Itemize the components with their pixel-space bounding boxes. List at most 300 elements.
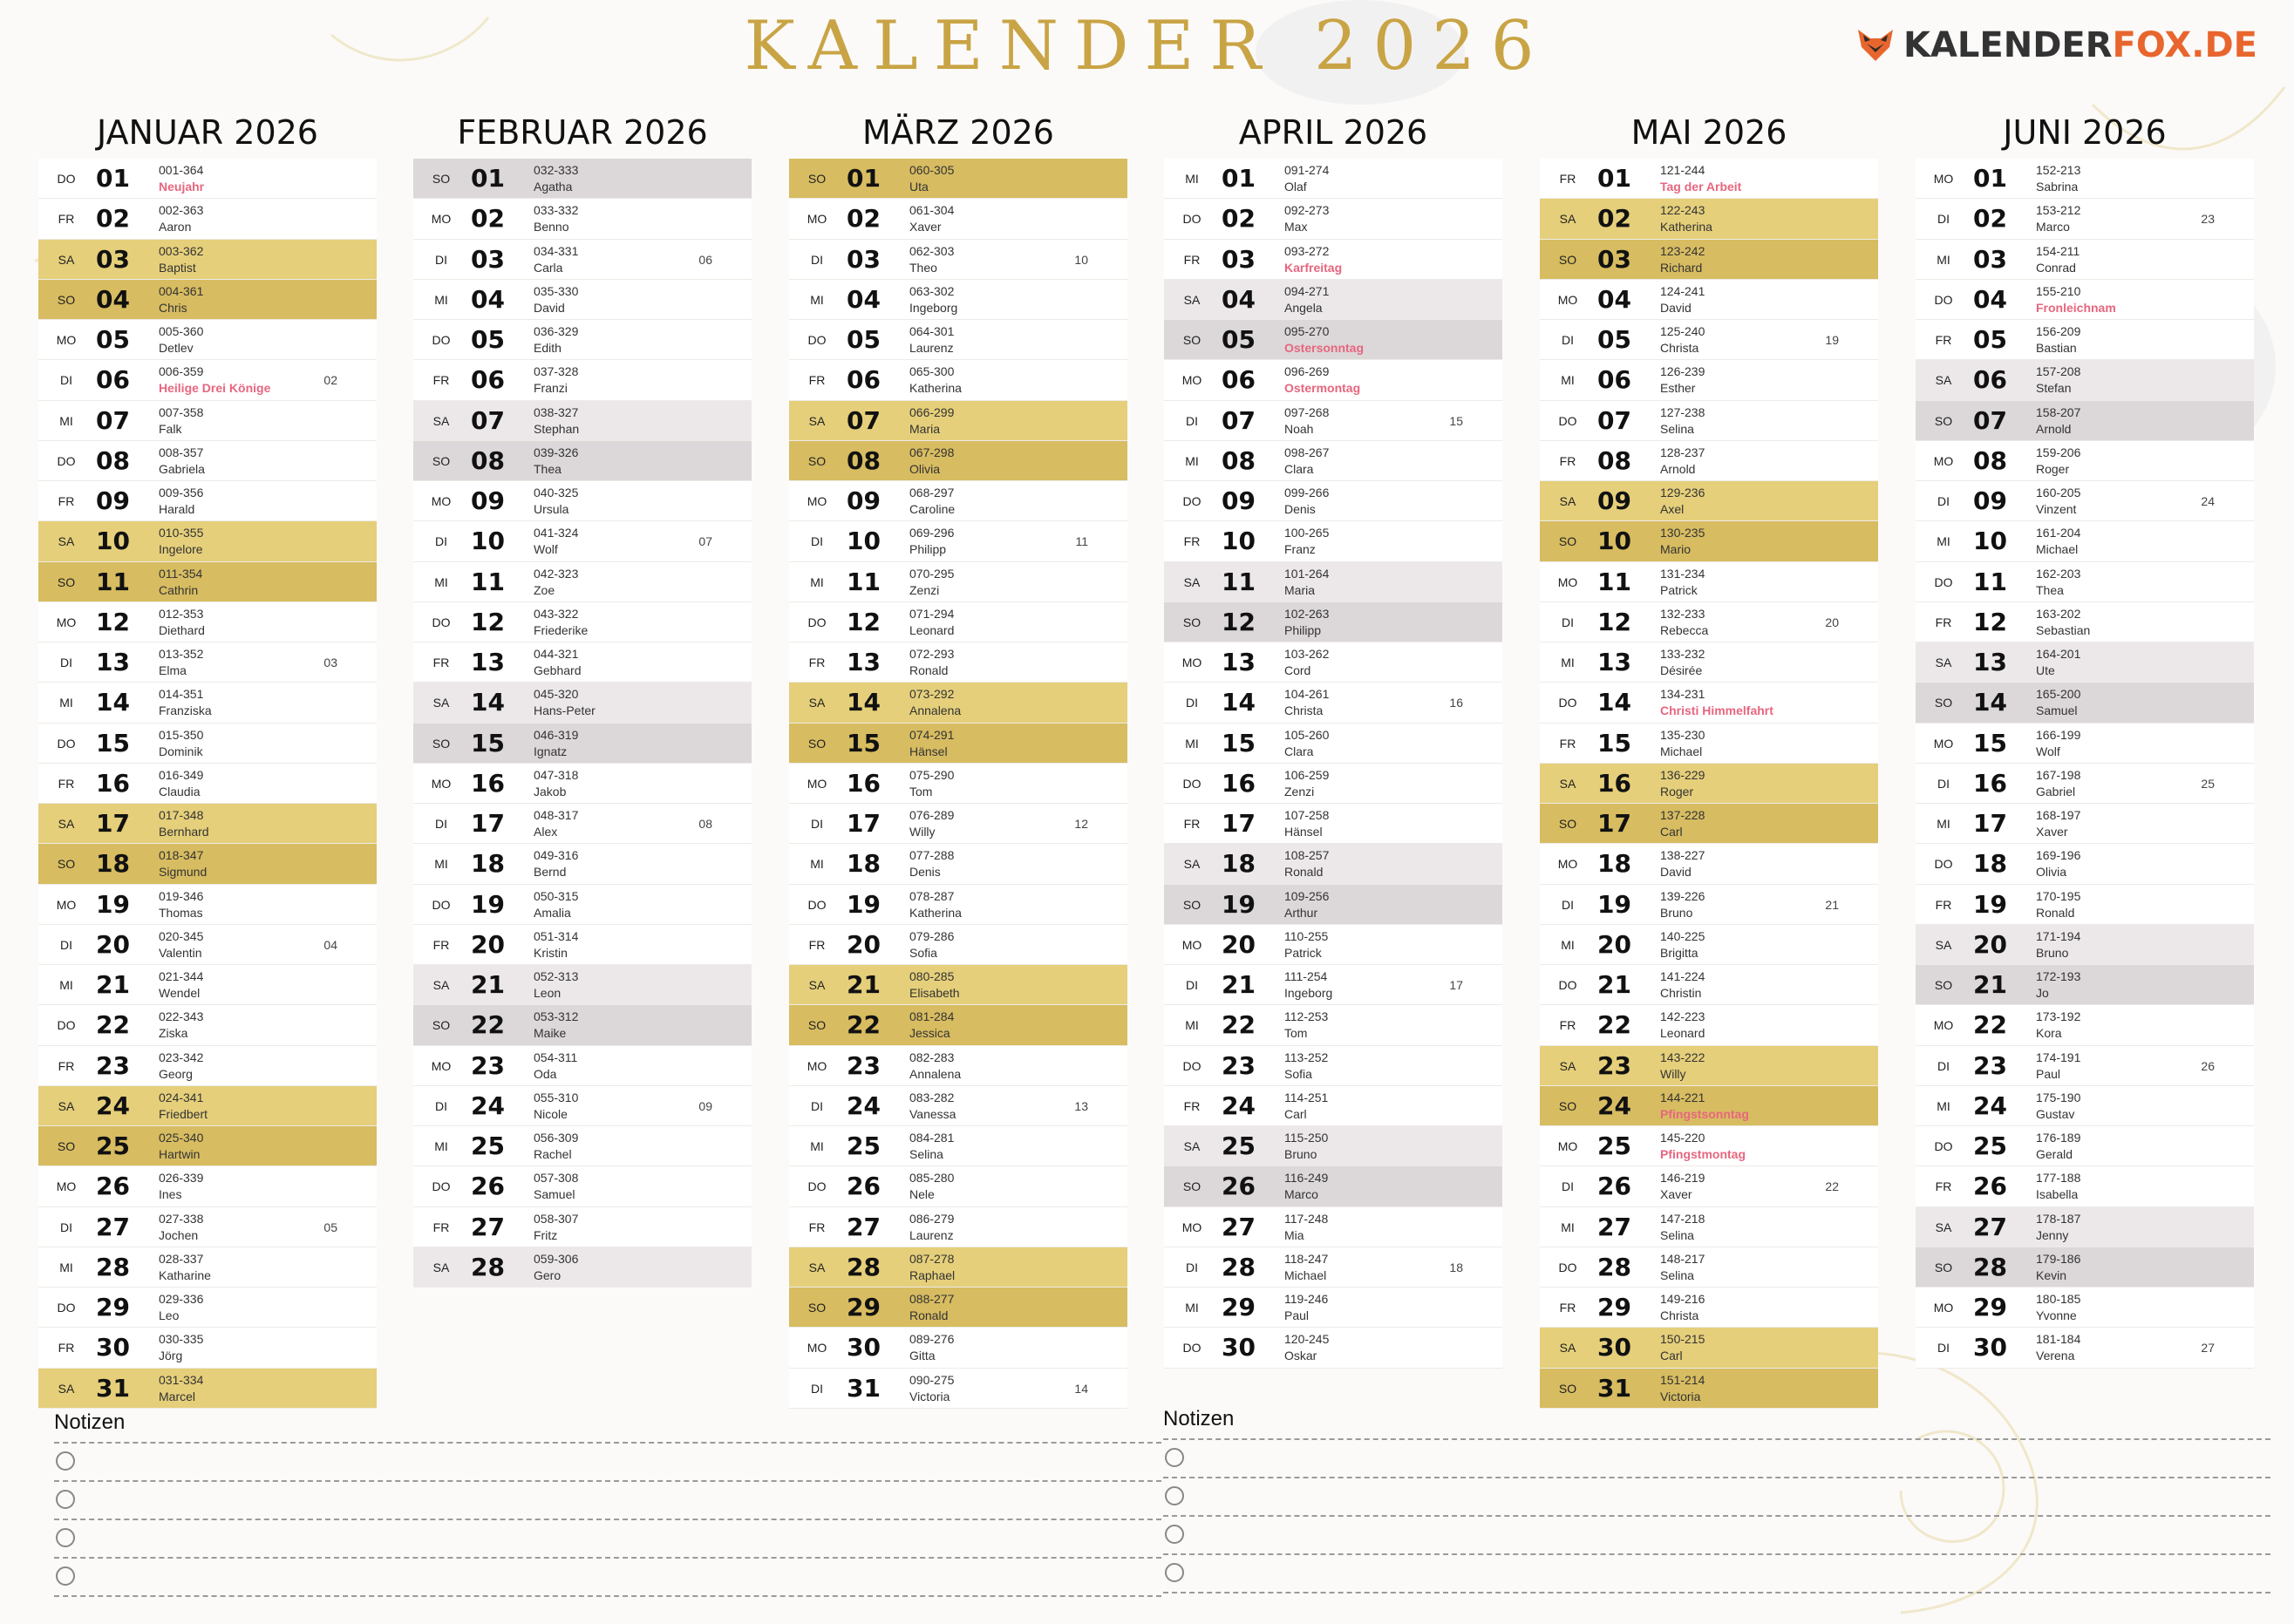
name-day: Willy [909, 825, 936, 839]
day-of-year-count: 014-351 [159, 687, 204, 702]
day-row[interactable] [38, 481, 377, 521]
day-row[interactable] [789, 683, 1127, 723]
day-row[interactable] [1164, 804, 1502, 844]
day-row[interactable] [1916, 360, 2254, 400]
day-row[interactable] [789, 562, 1127, 602]
day-row[interactable] [1164, 1166, 1502, 1206]
name-day: Harald [159, 502, 195, 516]
weekday-label: SA [58, 252, 75, 267]
day-row[interactable] [789, 1247, 1127, 1288]
name-day: Bernd [534, 865, 567, 880]
day-row[interactable] [1164, 159, 1502, 199]
day-number: 15 [1222, 728, 1256, 758]
day-row[interactable] [413, 683, 752, 723]
note-line[interactable] [54, 1595, 1161, 1599]
day-row[interactable] [1916, 764, 2254, 804]
day-row[interactable] [789, 1126, 1127, 1166]
weekday-label: MO [1557, 574, 1578, 589]
day-row[interactable] [789, 159, 1127, 199]
day-row[interactable] [38, 521, 377, 561]
weekday-label: SA [58, 817, 75, 831]
day-row[interactable] [1916, 481, 2254, 521]
day-row[interactable] [1916, 1328, 2254, 1368]
day-number: 20 [1973, 929, 2007, 959]
day-row[interactable] [789, 360, 1127, 400]
day-number: 19 [471, 889, 505, 919]
day-row[interactable] [789, 1288, 1127, 1328]
day-row[interactable] [38, 401, 377, 441]
day-row[interactable] [38, 1207, 377, 1247]
day-row[interactable] [1164, 1126, 1502, 1166]
day-row[interactable] [1164, 764, 1502, 804]
day-row[interactable] [789, 280, 1127, 320]
day-row[interactable] [1540, 885, 1878, 925]
day-row[interactable] [1540, 320, 1878, 360]
day-row[interactable] [1916, 925, 2254, 965]
note-line[interactable] [1163, 1592, 2270, 1595]
weekday-label: FR [1935, 615, 1952, 629]
day-row[interactable] [1540, 1166, 1878, 1206]
day-of-year-count: 008-357 [159, 445, 204, 459]
day-of-year-count: 040-325 [534, 486, 579, 499]
day-row[interactable] [38, 1005, 377, 1045]
day-number: 16 [96, 768, 130, 798]
weekday-label: MI [434, 574, 448, 589]
weekday-label: SO [807, 1018, 827, 1033]
note-line[interactable] [1163, 1477, 2270, 1515]
day-row[interactable] [1164, 360, 1502, 400]
note-line[interactable] [54, 1442, 1161, 1480]
day-row[interactable] [413, 1126, 752, 1166]
day-row[interactable] [38, 1328, 377, 1368]
day-row[interactable] [1916, 1288, 2254, 1328]
day-row[interactable] [1164, 562, 1502, 602]
day-number: 25 [1597, 1131, 1631, 1160]
month-column [1164, 106, 1502, 1369]
holiday-label: Neujahr [159, 180, 205, 194]
day-row[interactable] [1540, 1086, 1878, 1126]
day-row[interactable] [789, 642, 1127, 683]
day-row[interactable] [38, 683, 377, 723]
name-day: Katherina [909, 905, 962, 920]
day-row[interactable] [413, 642, 752, 683]
weekday-label: MO [431, 1058, 452, 1073]
day-row[interactable] [789, 1005, 1127, 1045]
day-number: 23 [847, 1050, 881, 1080]
day-row[interactable] [1916, 1247, 2254, 1288]
day-row[interactable] [1540, 280, 1878, 320]
weekday-label: DO [1934, 574, 1953, 589]
day-row[interactable] [789, 240, 1127, 280]
week-number: 26 [2201, 1058, 2215, 1073]
day-number: 17 [1597, 809, 1631, 838]
day-row[interactable] [1164, 1288, 1502, 1328]
day-row[interactable] [413, 724, 752, 764]
weekday-label: MO [56, 333, 77, 347]
day-of-year-count: 172-193 [2036, 969, 2081, 983]
day-row[interactable] [413, 1166, 752, 1206]
day-row[interactable] [1540, 925, 1878, 965]
day-row[interactable] [789, 199, 1127, 239]
day-row[interactable] [1540, 1328, 1878, 1368]
day-row[interactable] [413, 1086, 752, 1126]
day-row[interactable] [1540, 1046, 1878, 1086]
day-row[interactable] [1540, 521, 1878, 561]
day-row[interactable] [413, 401, 752, 441]
weekday-label: DI [60, 1220, 72, 1234]
checkbox-circle-icon[interactable] [1165, 1448, 1184, 1467]
day-row[interactable] [38, 199, 377, 239]
logo[interactable] [1855, 19, 2257, 71]
day-row[interactable] [1164, 1247, 1502, 1288]
day-row[interactable] [38, 441, 377, 481]
day-row[interactable] [413, 360, 752, 400]
day-row[interactable] [1540, 401, 1878, 441]
day-row[interactable] [1540, 240, 1878, 280]
name-day: Katherina [909, 381, 962, 396]
day-of-year-count: 136-229 [1660, 767, 1705, 782]
day-row[interactable] [789, 521, 1127, 561]
day-row[interactable] [38, 885, 377, 925]
day-of-year-count: 027-338 [159, 1211, 204, 1226]
day-of-year-count: 130-235 [1660, 526, 1705, 540]
checkbox-circle-icon[interactable] [56, 1528, 75, 1547]
day-row[interactable] [789, 925, 1127, 965]
day-row[interactable] [1540, 1247, 1878, 1288]
day-row[interactable] [1164, 481, 1502, 521]
day-row[interactable] [1540, 683, 1878, 723]
day-row[interactable] [38, 965, 377, 1005]
day-row[interactable] [1540, 441, 1878, 481]
day-row[interactable] [1540, 804, 1878, 844]
day-row[interactable] [38, 1369, 377, 1409]
day-row[interactable] [38, 1126, 377, 1166]
day-of-year-count: 036-329 [534, 324, 579, 338]
day-of-year-count: 147-218 [1660, 1211, 1705, 1226]
note-line[interactable] [1163, 1438, 2270, 1477]
day-row[interactable] [1540, 602, 1878, 642]
note-line[interactable] [54, 1557, 1161, 1595]
day-row[interactable] [1540, 1005, 1878, 1045]
day-number: 22 [1597, 1010, 1631, 1040]
day-row[interactable] [789, 441, 1127, 481]
day-row[interactable] [1164, 240, 1502, 280]
day-row[interactable] [38, 240, 377, 280]
day-row[interactable] [1916, 320, 2254, 360]
checkbox-circle-icon[interactable] [56, 1451, 75, 1471]
day-row[interactable] [1540, 1126, 1878, 1166]
day-number: 10 [471, 527, 505, 556]
day-row[interactable] [789, 1369, 1127, 1409]
day-row[interactable] [1540, 481, 1878, 521]
day-row[interactable] [789, 1086, 1127, 1126]
day-row[interactable] [1916, 683, 2254, 723]
weekday-label: DO [1934, 1139, 1953, 1153]
weekday-label: FR [58, 212, 75, 227]
day-row[interactable] [1164, 844, 1502, 884]
day-row[interactable] [38, 844, 377, 884]
day-row[interactable] [1164, 885, 1502, 925]
day-row[interactable] [413, 521, 752, 561]
day-row[interactable] [1916, 885, 2254, 925]
day-row[interactable] [1916, 199, 2254, 239]
day-row[interactable] [789, 804, 1127, 844]
name-day: Hartwin [159, 1147, 201, 1161]
notes-label: Notizen [54, 1410, 126, 1434]
day-row[interactable] [789, 764, 1127, 804]
name-day: Christa [1284, 703, 1324, 718]
day-row[interactable] [1916, 1207, 2254, 1247]
day-row[interactable] [1164, 401, 1502, 441]
checkbox-circle-icon[interactable] [1165, 1525, 1184, 1544]
day-row[interactable] [413, 1207, 752, 1247]
day-row[interactable] [1916, 1166, 2254, 1206]
day-row[interactable] [413, 1005, 752, 1045]
name-day: Leonard [909, 622, 955, 637]
day-of-year-count: 052-313 [534, 969, 579, 983]
day-number: 11 [1222, 567, 1256, 596]
day-of-year-count: 023-342 [159, 1050, 204, 1064]
day-row[interactable] [413, 159, 752, 199]
name-day: Ignatz [534, 744, 568, 758]
day-number: 14 [1222, 688, 1256, 717]
day-row[interactable] [1916, 602, 2254, 642]
name-day: Hans-Peter [534, 703, 596, 718]
note-line[interactable] [1163, 1515, 2270, 1553]
name-day: Clara [1284, 461, 1314, 476]
day-row[interactable] [38, 804, 377, 844]
day-of-year-count: 164-201 [2036, 647, 2081, 661]
week-number: 14 [1074, 1381, 1088, 1396]
day-row[interactable] [413, 925, 752, 965]
day-number: 21 [471, 970, 505, 999]
day-row[interactable] [1540, 562, 1878, 602]
day-number: 08 [847, 445, 881, 475]
name-day: Gustav [2036, 1106, 2075, 1121]
day-number: 12 [1973, 607, 2007, 636]
day-row[interactable] [789, 481, 1127, 521]
weekday-label: DO [1558, 1260, 1577, 1274]
day-row[interactable] [413, 844, 752, 884]
day-row[interactable] [789, 885, 1127, 925]
day-row[interactable] [1916, 562, 2254, 602]
day-row[interactable] [1916, 1005, 2254, 1045]
day-row[interactable] [1916, 1126, 2254, 1166]
day-row[interactable] [38, 764, 377, 804]
day-of-year-count: 089-276 [909, 1332, 955, 1347]
day-row[interactable] [1916, 1086, 2254, 1126]
day-row[interactable] [789, 1207, 1127, 1247]
day-number: 16 [1973, 768, 2007, 798]
weekday-label: FR [808, 937, 826, 952]
day-number: 02 [1973, 204, 2007, 234]
day-row[interactable] [789, 844, 1127, 884]
day-row[interactable] [1164, 965, 1502, 1005]
day-row[interactable] [38, 1046, 377, 1086]
day-row[interactable] [413, 602, 752, 642]
day-row[interactable] [413, 1247, 752, 1288]
day-row[interactable] [789, 401, 1127, 441]
day-row[interactable] [1916, 401, 2254, 441]
day-number: 05 [471, 325, 505, 354]
day-row[interactable] [1540, 360, 1878, 400]
day-row[interactable] [413, 965, 752, 1005]
day-row[interactable] [38, 1288, 377, 1328]
weekday-label: DI [435, 534, 447, 549]
day-row[interactable] [38, 925, 377, 965]
weekday-label: MI [1185, 172, 1199, 186]
name-day: Christa [1660, 1308, 1699, 1322]
day-row[interactable] [413, 885, 752, 925]
weekday-label: MI [1185, 736, 1199, 751]
day-row[interactable] [38, 602, 377, 642]
day-row[interactable] [1540, 965, 1878, 1005]
day-row[interactable] [38, 280, 377, 320]
day-row[interactable] [1916, 159, 2254, 199]
day-row[interactable] [1164, 1005, 1502, 1045]
day-row[interactable] [789, 320, 1127, 360]
day-row[interactable] [1164, 199, 1502, 239]
day-number: 26 [1222, 1172, 1256, 1201]
day-row[interactable] [1916, 804, 2254, 844]
weekday-label: DO [57, 1018, 76, 1033]
day-row[interactable] [1540, 159, 1878, 199]
day-number: 12 [1597, 607, 1631, 636]
day-row[interactable] [789, 1046, 1127, 1086]
day-row[interactable] [1916, 1046, 2254, 1086]
day-number: 19 [96, 889, 130, 919]
day-row[interactable] [1164, 683, 1502, 723]
name-day: Ingeborg [909, 300, 958, 315]
weekday-label: SA [1183, 574, 1201, 589]
day-row[interactable] [1164, 602, 1502, 642]
day-row[interactable] [413, 320, 752, 360]
day-row[interactable] [413, 240, 752, 280]
day-of-year-count: 158-207 [2036, 404, 2081, 419]
day-row[interactable] [413, 280, 752, 320]
weekday-label: MI [434, 1139, 448, 1153]
week-number: 22 [1825, 1179, 1839, 1194]
day-row[interactable] [1164, 642, 1502, 683]
day-row[interactable] [1916, 280, 2254, 320]
checkbox-circle-icon[interactable] [56, 1566, 75, 1586]
day-list [789, 159, 1127, 1409]
day-row[interactable] [413, 1046, 752, 1086]
day-number: 13 [1597, 648, 1631, 676]
day-row[interactable] [789, 1166, 1127, 1206]
day-row[interactable] [1540, 844, 1878, 884]
day-of-year-count: 159-206 [2036, 445, 2081, 459]
name-day: Zenzi [909, 582, 940, 597]
day-row[interactable] [1540, 1288, 1878, 1328]
day-row[interactable] [1916, 441, 2254, 481]
day-row[interactable] [1164, 280, 1502, 320]
day-row[interactable] [1164, 1328, 1502, 1368]
day-row[interactable] [1164, 320, 1502, 360]
note-line[interactable] [1163, 1553, 2270, 1592]
day-row[interactable] [1164, 1207, 1502, 1247]
weekday-label: DO [57, 172, 76, 186]
day-row[interactable] [1540, 724, 1878, 764]
holiday-label: Tag der Arbeit [1660, 180, 1742, 194]
day-row[interactable] [1540, 1369, 1878, 1409]
name-day: Georg [159, 1066, 193, 1081]
day-row[interactable] [38, 1086, 377, 1126]
day-row[interactable] [1164, 521, 1502, 561]
day-row[interactable] [413, 764, 752, 804]
day-row[interactable] [789, 724, 1127, 764]
day-of-year-count: 064-301 [909, 324, 955, 338]
day-row[interactable] [38, 1166, 377, 1206]
day-row[interactable] [413, 481, 752, 521]
day-row[interactable] [1540, 642, 1878, 683]
name-day: Ziska [159, 1026, 188, 1041]
checkbox-circle-icon[interactable] [56, 1490, 75, 1509]
day-row[interactable] [38, 320, 377, 360]
day-row[interactable] [413, 562, 752, 602]
day-row[interactable] [1916, 965, 2254, 1005]
name-day: Tom [909, 784, 933, 798]
day-row[interactable] [38, 1247, 377, 1288]
day-row[interactable] [1164, 1086, 1502, 1126]
day-row[interactable] [789, 965, 1127, 1005]
day-row[interactable] [1540, 764, 1878, 804]
weekday-label: MI [1185, 1301, 1199, 1315]
weekday-label: DI [60, 373, 72, 388]
day-row[interactable] [1916, 724, 2254, 764]
day-of-year-count: 135-230 [1660, 727, 1705, 742]
day-row[interactable] [1164, 1046, 1502, 1086]
day-row[interactable] [38, 360, 377, 400]
weekday-label: DO [1558, 696, 1577, 710]
day-row[interactable] [789, 602, 1127, 642]
day-row[interactable] [413, 441, 752, 481]
name-day: Vanessa [909, 1106, 956, 1121]
day-row[interactable] [1916, 240, 2254, 280]
weekday-label: DI [811, 1098, 823, 1113]
day-row[interactable] [1164, 925, 1502, 965]
day-row[interactable] [38, 159, 377, 199]
checkbox-circle-icon[interactable] [1165, 1486, 1184, 1505]
note-line[interactable] [54, 1519, 1161, 1557]
note-line[interactable] [54, 1480, 1161, 1519]
checkbox-circle-icon[interactable] [1165, 1563, 1184, 1582]
day-of-year-count: 111-254 [1284, 969, 1328, 983]
day-number: 03 [1597, 244, 1631, 274]
day-row[interactable] [1916, 844, 2254, 884]
weekday-label: SO [57, 1139, 76, 1153]
day-row[interactable] [1916, 521, 2254, 561]
day-row[interactable] [413, 804, 752, 844]
name-day: Vinzent [2036, 502, 2077, 516]
day-row[interactable] [789, 1328, 1127, 1368]
day-row[interactable] [1540, 199, 1878, 239]
weekday-label: SA [432, 1260, 450, 1274]
day-row[interactable] [38, 642, 377, 683]
day-row[interactable] [413, 199, 752, 239]
day-row[interactable] [1916, 642, 2254, 683]
day-number: 05 [1222, 325, 1256, 354]
day-row[interactable] [1540, 1207, 1878, 1247]
day-number: 02 [1222, 204, 1256, 234]
day-row[interactable] [1164, 724, 1502, 764]
day-row[interactable] [38, 724, 377, 764]
name-day: Yvonne [2036, 1308, 2077, 1322]
month-column [1916, 106, 2254, 1369]
day-row[interactable] [1164, 441, 1502, 481]
day-row[interactable] [38, 562, 377, 602]
name-day: Ronald [909, 1308, 949, 1322]
